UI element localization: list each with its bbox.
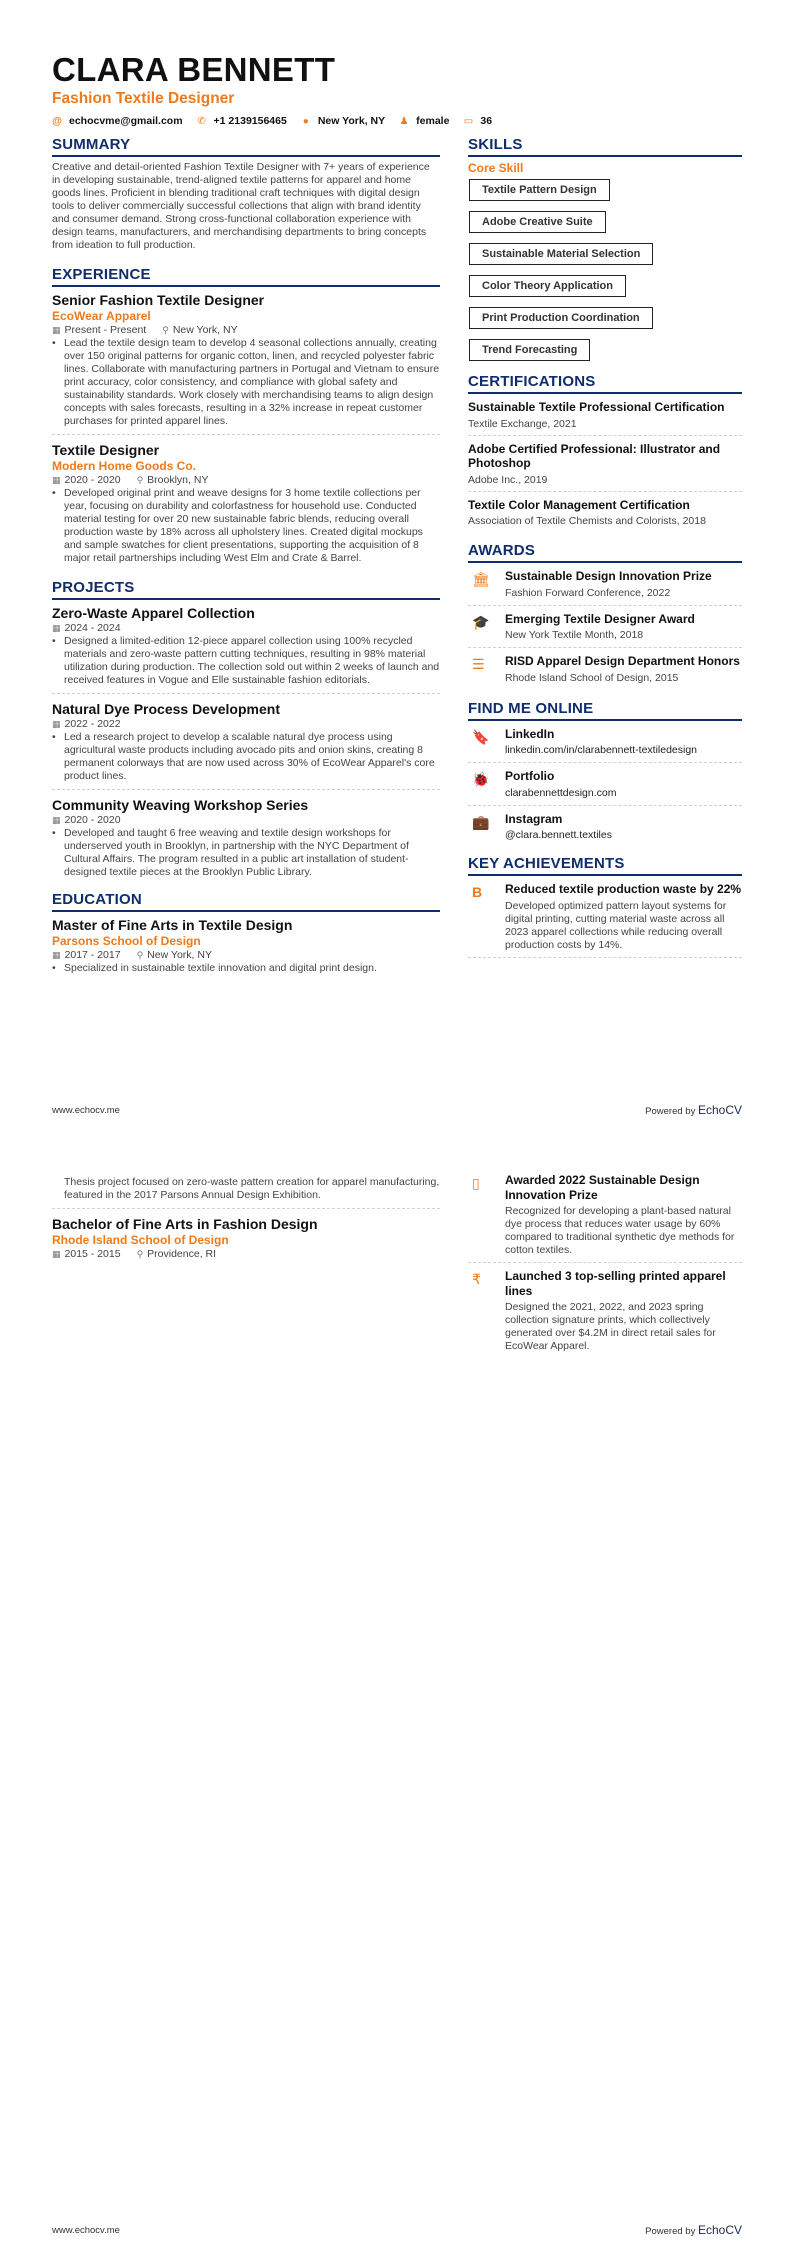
- online-heading: FIND ME ONLINE: [468, 700, 742, 721]
- project-name: Natural Dye Process Development: [52, 701, 280, 717]
- person-icon: ♟: [399, 115, 409, 127]
- certification-issuer: Adobe Inc., 2019: [468, 473, 548, 486]
- calendar-icon: ▦: [52, 719, 61, 729]
- job-title: Textile Designer: [52, 442, 160, 458]
- location-pin-icon: ⚲: [136, 950, 144, 960]
- summary-section: [52, 136, 440, 252]
- project-name: Community Weaving Workshop Series: [52, 797, 309, 813]
- certification-item: [468, 496, 742, 533]
- project-entry: [52, 796, 440, 885]
- job-bullet: • Developed original print and weave designs for 3 home textile collections per year, focusing on durability and colorfastness for household use. Conducted material testing for over 20 new sustainable fabric blends, reducing overall production waste by 18% across all upholstery lines. Created digital mockups and sample swatches for client presentations, supporting the acquisition of 8 major retail partnerships including West Elm and Crate & Barrel.: [52, 487, 423, 564]
- skill-chip: Print Production Coordination: [469, 307, 653, 329]
- summary-heading: SUMMARY: [52, 136, 440, 157]
- location-pin-icon: ⚲: [136, 1249, 144, 1259]
- footer-site-link[interactable]: www.echocv.me: [52, 1104, 120, 1116]
- location-pin-icon: ●: [302, 115, 309, 127]
- page-footer: [52, 1103, 742, 1117]
- calendar-icon: ▭: [463, 115, 474, 127]
- education-dates: 2015 - 2015: [64, 1248, 121, 1260]
- education-location: New York, NY: [147, 949, 212, 961]
- certification-issuer: Association of Textile Chemists and Colorists, 2018: [468, 515, 706, 527]
- profile-name: Portfolio: [505, 769, 555, 783]
- job-meta: [52, 324, 440, 337]
- online-profile-item[interactable]: [468, 725, 742, 764]
- at-icon: @: [52, 115, 62, 127]
- calendar-icon: ▦: [52, 623, 61, 633]
- bug-icon: 🐞: [472, 771, 490, 787]
- achievement-title: Awarded 2022 Sustainable Design Innovation Prize: [505, 1173, 700, 1202]
- page-footer: [52, 2223, 742, 2237]
- achievement-desc: Recognized for developing a plant-based natural dye process that reduces water usage by 60% compared to traditional synthetic dye methods for cotton textiles.: [505, 1205, 735, 1256]
- education-bullet-continuation: Thesis project focused on zero-waste pattern creation for apparel manufacturing, featured in the 2017 Parsons Annual Design Exhibition.: [64, 1176, 440, 1201]
- online-section: [468, 700, 742, 848]
- education-entry-continuation: [52, 1176, 440, 1209]
- project-entry: [52, 604, 440, 694]
- job-location: New York, NY: [172, 324, 238, 336]
- education-dates: 2017 - 2017: [64, 949, 121, 961]
- project-entry: [52, 700, 440, 790]
- footer-powered-by: Powered by EchoCV: [645, 2223, 742, 2237]
- achievement-desc: Designed the 2021, 2022, and 2023 spring collection signature prints, which collectively generated over $4.2M in direct retail sales for EcoWear Apparel.: [505, 1301, 716, 1352]
- skill-chip: Trend Forecasting: [469, 339, 590, 361]
- school-name: Rhode Island School of Design: [52, 1233, 229, 1247]
- achievement-item: [468, 880, 742, 958]
- award-item: [468, 652, 742, 690]
- awards-heading: AWARDS: [468, 542, 742, 563]
- rupee-coin-icon: ₹: [472, 1271, 481, 1287]
- education-heading: EDUCATION: [52, 891, 440, 912]
- tablet-icon: ▯: [472, 1175, 480, 1191]
- bookmark-icon: 🔖: [472, 728, 490, 745]
- profile-link[interactable]: @clara.bennett.textiles: [505, 829, 612, 841]
- experience-heading: EXPERIENCE: [52, 266, 440, 287]
- project-bullet: • Led a research project to develop a scalable natural dye process using agricultural waste products including avocado pits and onion skins, creating 8 permanent colorways that are now used across 30% of EcoWear Apparel's core product lines.: [52, 731, 435, 782]
- achievement-desc: Developed optimized pattern layout systems for digital printing, cutting material waste across all 2023 apparel collections while reducing overall production costs by 14%.: [505, 899, 727, 951]
- school-name: Parsons School of Design: [52, 934, 201, 948]
- calendar-icon: ▦: [52, 1249, 61, 1259]
- summary-text: Creative and detail-oriented Fashion Textile Designer with 7+ years of experience in developing sustainable, trend-aligned textile patterns for apparel and home goods lines. Proficient in blending traditional craft techniques with digital design tools to deliver commercially successful collections that align with brand identity and consumer demand. Strong cross-functional collaboration experience with design teams, manufacturers, and merchandising departments to bring concepts from ideation to full production.: [52, 161, 430, 251]
- achievement-item: [468, 1267, 742, 1358]
- skills-list: [468, 179, 742, 371]
- candidate-title: Fashion Textile Designer: [52, 90, 235, 107]
- letter-b-icon: B: [472, 884, 483, 900]
- calendar-icon: ▦: [52, 815, 61, 825]
- skills-section: [468, 136, 742, 371]
- profile-link[interactable]: linkedin.com/in/clarabennett-textiledesign: [505, 744, 698, 756]
- degree-title: Master of Fine Arts in Textile Design: [52, 917, 293, 933]
- education-location: Providence, RI: [147, 1248, 217, 1260]
- left-column-continued: [52, 1176, 440, 1273]
- profile-name: LinkedIn: [505, 726, 555, 741]
- left-column: [52, 136, 440, 992]
- certification-issuer: Textile Exchange, 2021: [468, 417, 577, 430]
- project-bullet: • Designed a limited-edition 12-piece apparel collection using 100% recycled materials and zero-waste pattern cutting techniques, resulting in 98% material utilization during production. The collection sold out within 2 weeks of launch and received features in Vogue and Elle sustainable fashion editorials.: [52, 635, 440, 686]
- footer-brand: EchoCV: [697, 2223, 742, 2237]
- award-issuer: New York Textile Month, 2018: [505, 629, 644, 641]
- skills-heading: SKILLS: [468, 136, 742, 157]
- experience-entry: [52, 291, 440, 435]
- resume-header: [52, 52, 506, 127]
- contact-email[interactable]: @ echocvme@gmail.com: [52, 115, 183, 127]
- job-dates: Present - Present: [64, 324, 147, 336]
- institution-icon: 🏛: [472, 571, 490, 587]
- certification-title: Textile Color Management Certification: [468, 497, 690, 512]
- calendar-icon: ▦: [52, 950, 61, 960]
- award-title: Emerging Textile Designer Award: [505, 611, 695, 626]
- resume-page-2: [0, 1123, 794, 2246]
- certification-item: [468, 440, 742, 492]
- contact-bar: [52, 115, 506, 127]
- contact-gender: ♟ female: [399, 115, 450, 127]
- right-column-continued: [468, 1171, 742, 1362]
- job-bullet: • Lead the textile design team to develop 4 seasonal collections annually, creating over 150 original patterns for organic cotton, linen, and recycled polyester fabric lines. Collaborate with manufacturing partners in Portugal and Vietnam to ensure print accuracy, color consistency, and compliance with global safety and sustainability standards. Work closely with merchandising teams to align design concepts with sales forecasts, resulting in a 32% increase in repeat customer purchases for printed apparel lines.: [52, 337, 440, 427]
- footer-powered-by: Powered by EchoCV: [645, 1103, 742, 1117]
- online-profile-item[interactable]: [468, 810, 742, 848]
- contact-age: ▭ 36: [463, 115, 493, 127]
- briefcase-icon: 💼: [472, 813, 490, 830]
- calendar-icon: ▦: [52, 325, 61, 335]
- achievement-title: Reduced textile production waste by 22%: [505, 882, 742, 896]
- job-dates: 2020 - 2020: [64, 474, 121, 486]
- job-meta: [52, 474, 440, 487]
- achievements-heading: KEY ACHIEVEMENTS: [468, 855, 742, 876]
- skill-chip: Textile Pattern Design: [469, 179, 610, 201]
- calendar-icon: ▦: [52, 475, 61, 485]
- menu-lines-icon: ☰: [472, 656, 485, 672]
- graduation-cap-icon: 🎓: [472, 613, 490, 630]
- certifications-section: [468, 373, 742, 532]
- project-dates: 2022 - 2022: [64, 718, 121, 730]
- location-pin-icon: ⚲: [162, 325, 169, 335]
- education-entry: [52, 916, 440, 986]
- project-dates: 2020 - 2020: [64, 814, 121, 826]
- skills-group-label: Core Skill: [468, 161, 524, 175]
- education-entry: [52, 1215, 440, 1267]
- project-dates: 2024 - 2024: [64, 622, 121, 634]
- phone-icon: ✆: [197, 115, 206, 127]
- contact-phone[interactable]: ✆ +1 2139156465: [197, 115, 287, 127]
- contact-location: ● New York, NY: [302, 115, 386, 127]
- certifications-heading: CERTIFICATIONS: [468, 373, 742, 394]
- certification-title: Sustainable Textile Professional Certification: [468, 400, 725, 414]
- company-name: EcoWear Apparel: [52, 309, 151, 323]
- award-issuer: Fashion Forward Conference, 2022: [505, 586, 671, 599]
- certification-item: [468, 398, 742, 436]
- education-section: [52, 891, 440, 986]
- experience-entry: [52, 441, 440, 571]
- online-profile-item[interactable]: [468, 767, 742, 806]
- award-item: [468, 567, 742, 606]
- skill-chip: Sustainable Material Selection: [469, 243, 653, 265]
- award-title: Sustainable Design Innovation Prize: [505, 569, 712, 583]
- right-column: [468, 136, 742, 962]
- footer-brand: EchoCV: [697, 1103, 742, 1117]
- award-title: RISD Apparel Design Department Honors: [505, 654, 740, 668]
- job-title: Senior Fashion Textile Designer: [52, 292, 265, 308]
- profile-name: Instagram: [505, 811, 563, 826]
- company-name: Modern Home Goods Co.: [52, 459, 196, 473]
- project-bullet: • Developed and taught 6 free weaving and textile design workshops for underserved youth in Brooklyn, in partnership with the NYC Department of Cultural Affairs. The program resulted in a public art installation of student-designed textile pieces at the Brooklyn Public Library.: [52, 827, 409, 878]
- degree-title: Bachelor of Fine Arts in Fashion Design: [52, 1216, 318, 1232]
- award-item: [468, 610, 742, 649]
- job-location: Brooklyn, NY: [147, 474, 209, 486]
- location-pin-icon: ⚲: [136, 475, 144, 485]
- skill-chip: Color Theory Application: [469, 275, 626, 297]
- awards-section: [468, 542, 742, 690]
- certification-title: Adobe Certified Professional: Illustrator and Photoshop: [468, 441, 721, 470]
- profile-link[interactable]: clarabennettdesign.com: [505, 786, 617, 799]
- achievements-section: [468, 855, 742, 958]
- experience-section: [52, 266, 440, 571]
- projects-section: [52, 579, 440, 885]
- achievement-item: [468, 1171, 742, 1263]
- achievement-title: Launched 3 top-selling printed apparel lines: [505, 1269, 726, 1298]
- education-bullet: • Specialized in sustainable textile innovation and digital print design.: [52, 962, 377, 974]
- award-issuer: Rhode Island School of Design, 2015: [505, 671, 679, 684]
- candidate-name: CLARA BENNETT: [52, 51, 336, 88]
- projects-heading: PROJECTS: [52, 579, 440, 600]
- project-name: Zero-Waste Apparel Collection: [52, 605, 255, 621]
- skill-chip: Adobe Creative Suite: [469, 211, 606, 233]
- footer-site-link[interactable]: www.echocv.me: [52, 2224, 120, 2236]
